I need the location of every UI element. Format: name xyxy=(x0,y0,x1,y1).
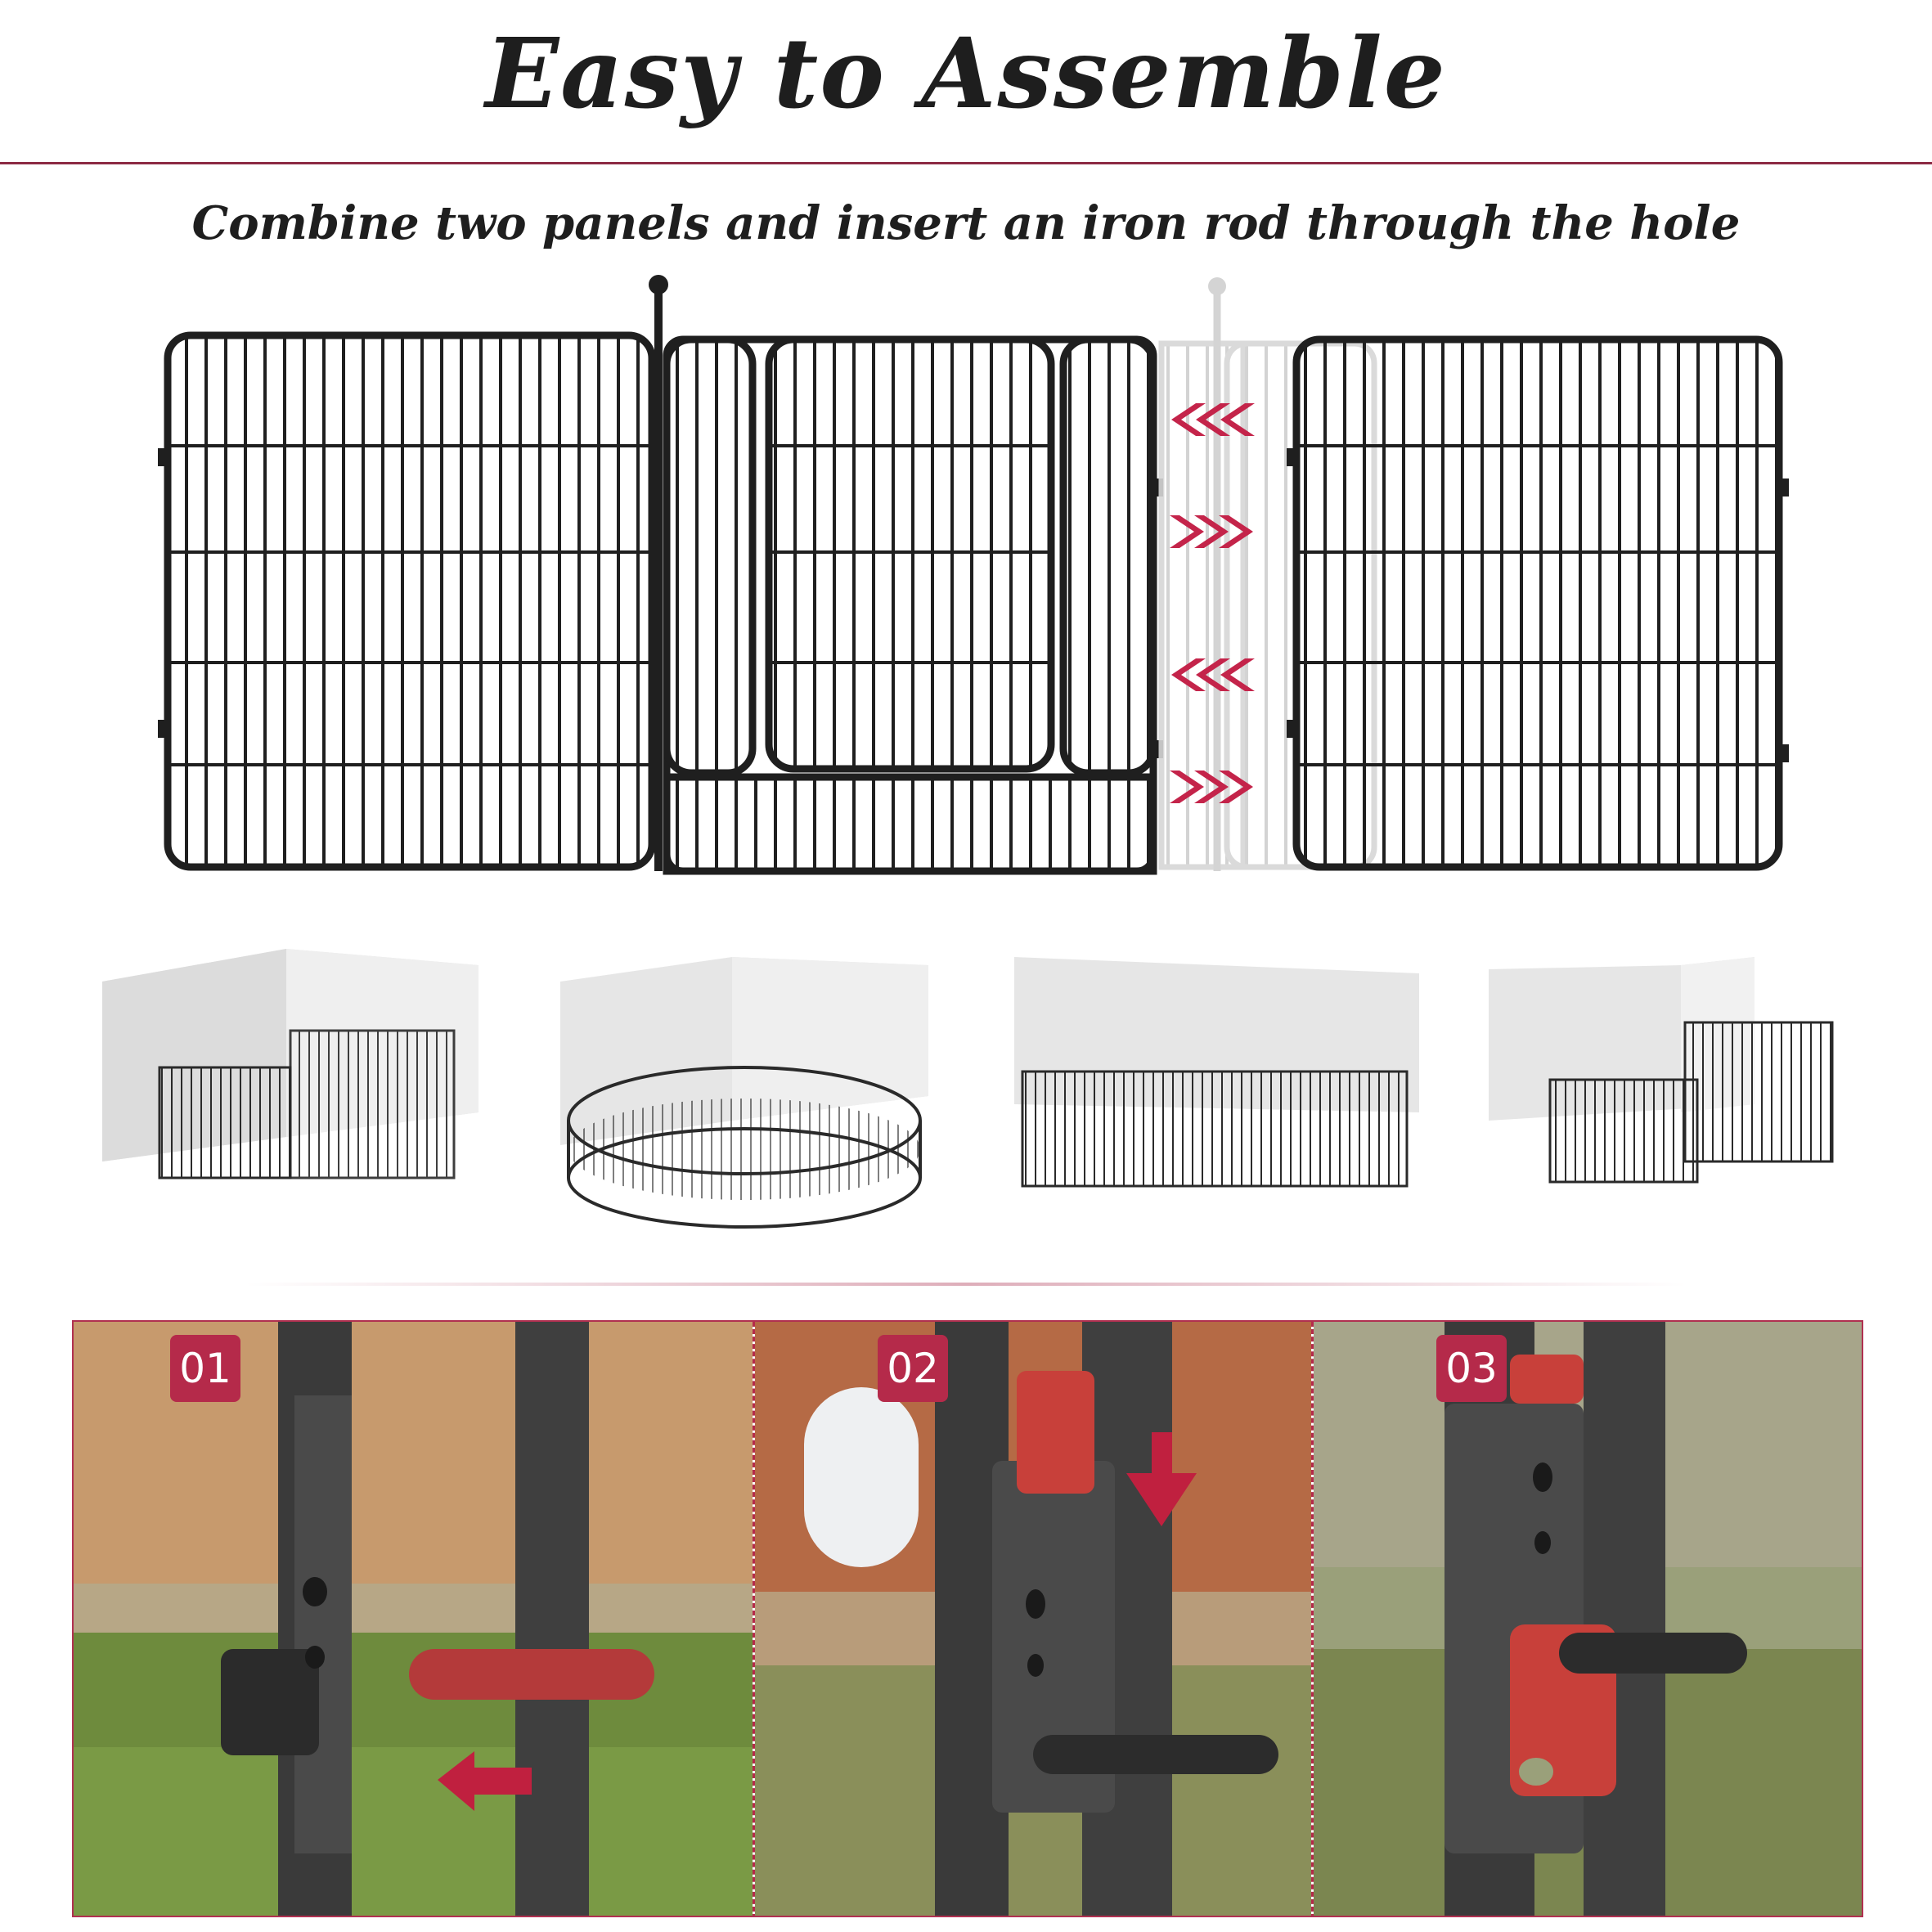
page-title: Easy to Assemble xyxy=(485,16,1447,130)
door-fence-panel xyxy=(667,339,1163,871)
step-badge: 01 xyxy=(170,1335,240,1402)
title-divider xyxy=(0,162,1932,164)
step-1-photo xyxy=(74,1322,753,1917)
layout-circle xyxy=(560,957,928,1227)
section-separator xyxy=(245,1283,1687,1286)
assembly-steps xyxy=(72,1320,1863,1917)
step-3-photo xyxy=(1314,1322,1863,1917)
layout-l-shape xyxy=(1489,957,1832,1182)
step-1 xyxy=(74,1322,753,1917)
layout-corner-square xyxy=(102,949,479,1178)
left-fence-panel xyxy=(158,335,652,867)
step-3 xyxy=(1314,1322,1863,1917)
step-badge: 02 xyxy=(878,1335,948,1402)
step-2 xyxy=(755,1322,1311,1917)
layout-examples xyxy=(0,932,1932,1251)
step-2-photo xyxy=(755,1322,1311,1917)
fence-panels-diagram xyxy=(0,262,1932,900)
right-fence-panel xyxy=(1287,339,1789,867)
step-badge: 03 xyxy=(1436,1335,1507,1402)
page-subtitle: Combine two panels and insert an iron rod through the hole xyxy=(191,196,1741,250)
layout-wall xyxy=(1014,957,1419,1186)
